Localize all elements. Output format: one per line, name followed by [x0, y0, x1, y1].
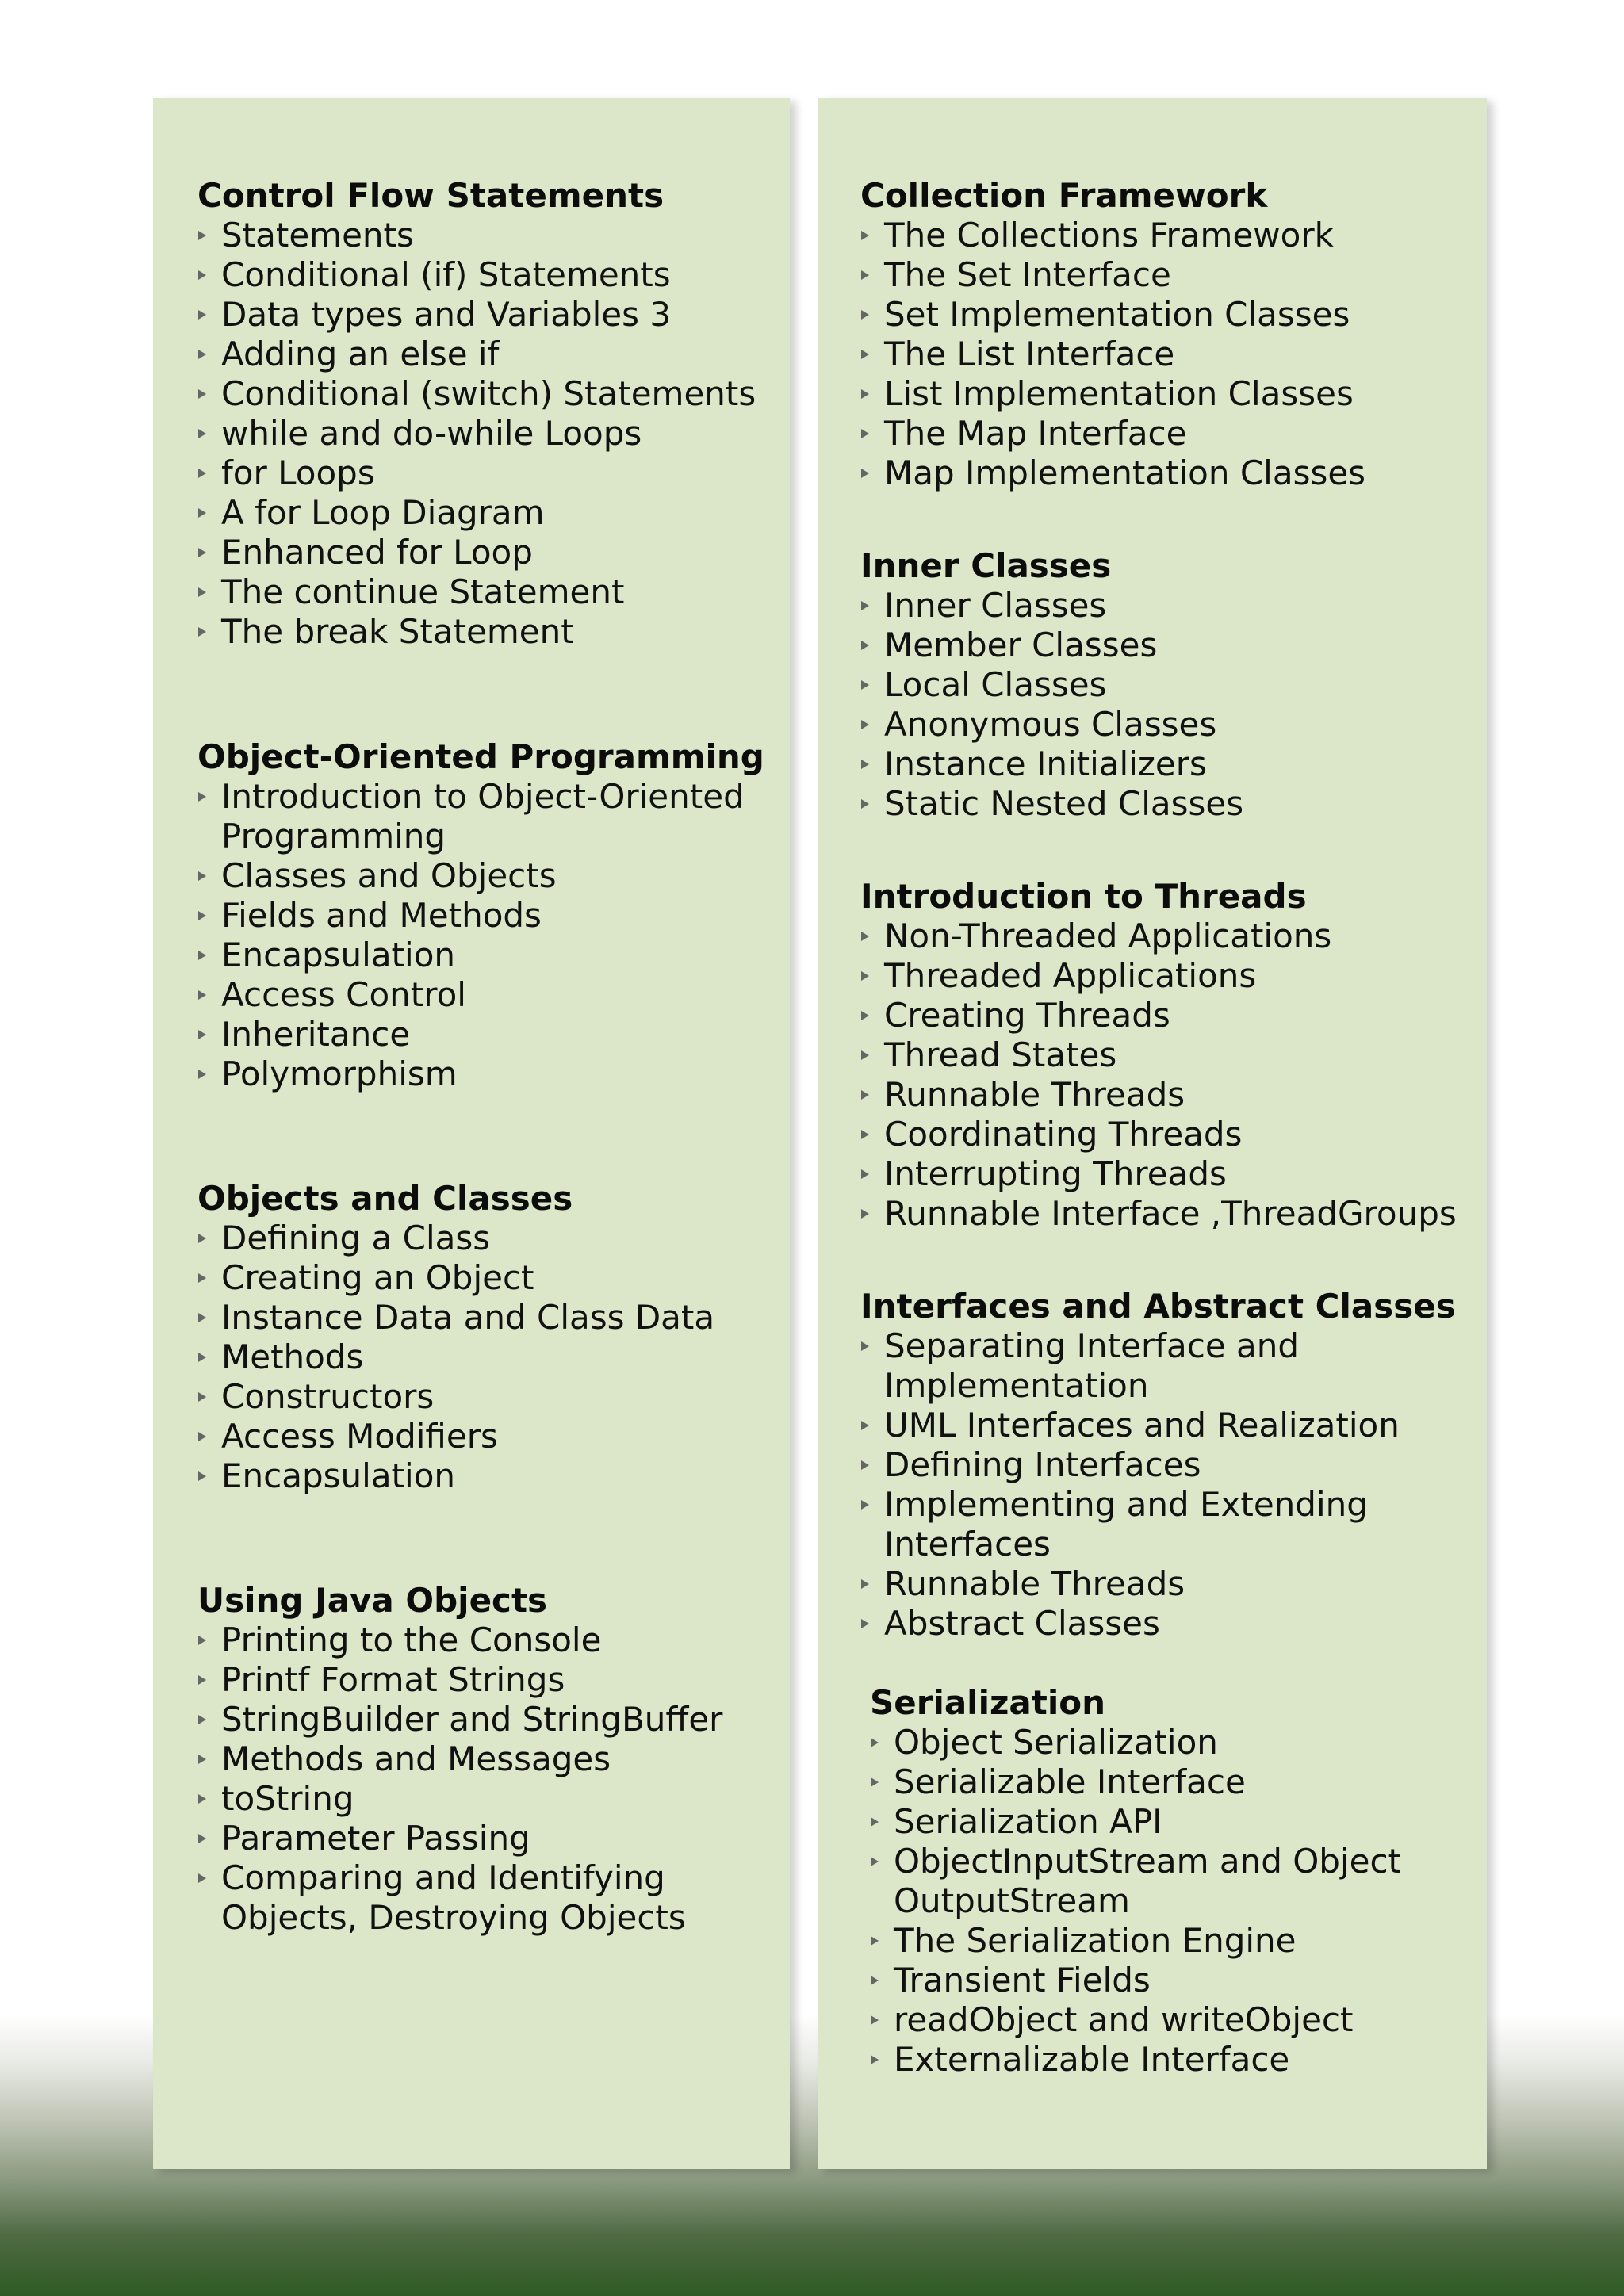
section-inner-classes: [860, 546, 1487, 824]
list-item: Non-Threaded Applications: [860, 916, 1487, 956]
list-item: Transient Fields: [870, 1961, 1487, 2000]
list-item: Methods and Messages: [197, 1739, 790, 1779]
list-item: The Map Interface: [860, 414, 1487, 453]
list-item: Local Classes: [860, 665, 1487, 705]
list-item: Encapsulation: [197, 1456, 790, 1496]
section-serialization: [860, 1683, 1487, 2080]
list-item: Interrupting Threads: [860, 1154, 1487, 1194]
list-item: Conditional (if) Statements: [197, 255, 790, 295]
list-item: Access Modifiers: [197, 1417, 790, 1456]
section-introduction-to-threads: [860, 877, 1487, 1234]
list-item: Abstract Classes: [860, 1604, 1487, 1644]
topic-list: [860, 1326, 1487, 1644]
list-item: Anonymous Classes: [860, 705, 1487, 744]
list-item: Parameter Passing: [197, 1819, 790, 1858]
section-title: Interfaces and Abstract Classes: [860, 1287, 1456, 1326]
list-item: toString: [197, 1779, 790, 1819]
topic-list: [197, 1219, 790, 1496]
section-title: Serialization: [870, 1683, 1105, 1722]
list-item: Instance Data and Class Data: [197, 1298, 790, 1337]
list-item: Static Nested Classes: [860, 784, 1487, 824]
topic-list: [860, 216, 1487, 493]
list-item: while and do-while Loops: [197, 414, 790, 453]
section-objects-and-classes: [197, 1179, 790, 1496]
list-item: Inheritance: [197, 1015, 790, 1054]
list-item: Separating Interface and Implementation: [860, 1326, 1487, 1406]
list-item: Data types and Variables 3: [197, 295, 790, 335]
section-title: Inner Classes: [860, 546, 1112, 585]
section-title: Collection Framework: [860, 176, 1268, 215]
list-item: Defining a Class: [197, 1219, 790, 1258]
topic-list: [870, 1723, 1487, 2080]
list-item: Inner Classes: [860, 586, 1487, 626]
section-collection-framework: [860, 176, 1487, 493]
topic-list: [860, 586, 1487, 824]
section-title: Objects and Classes: [197, 1179, 573, 1218]
list-item: Polymorphism: [197, 1054, 790, 1094]
section-using-java-objects: [197, 1581, 790, 1938]
list-item: Fields and Methods: [197, 896, 790, 936]
section-interfaces-and-abstract-classes: [860, 1287, 1487, 1644]
list-item: Coordinating Threads: [860, 1115, 1487, 1154]
list-item: Conditional (switch) Statements: [197, 374, 790, 414]
section-title: Using Java Objects: [197, 1581, 548, 1620]
list-item: for Loops: [197, 453, 790, 493]
list-item: Map Implementation Classes: [860, 453, 1487, 493]
topic-list: [197, 777, 790, 1094]
list-item: Adding an else if: [197, 335, 790, 374]
list-item: UML Interfaces and Realization: [860, 1406, 1487, 1445]
right-column-panel: [818, 98, 1487, 2169]
list-item: The continue Statement: [197, 572, 790, 612]
left-column-panel: [153, 98, 790, 2169]
list-item: Object Serialization: [870, 1723, 1487, 1762]
list-item: ObjectInputStream and Object OutputStream: [870, 1842, 1487, 1921]
topic-list: [197, 1621, 790, 1938]
list-item: Printf Format Strings: [197, 1660, 790, 1700]
topic-list: [860, 916, 1487, 1234]
list-item: The Set Interface: [860, 255, 1487, 295]
section-title: Introduction to Threads: [860, 877, 1307, 916]
list-item: Set Implementation Classes: [860, 295, 1487, 335]
list-item: Runnable Threads: [860, 1564, 1487, 1604]
list-item: Printing to the Console: [197, 1621, 790, 1660]
list-item: Runnable Threads: [860, 1075, 1487, 1115]
list-item: readObject and writeObject: [870, 2000, 1487, 2040]
list-item: The break Statement: [197, 612, 790, 652]
list-item: Instance Initializers: [860, 744, 1487, 784]
list-item: The Serialization Engine: [870, 1921, 1487, 1961]
list-item: Introduction to Object-Oriented Programming: [197, 777, 790, 856]
list-item: The Collections Framework: [860, 216, 1487, 255]
list-item: The List Interface: [860, 335, 1487, 374]
list-item: Access Control: [197, 975, 790, 1015]
list-item: Encapsulation: [197, 936, 790, 975]
list-item: A for Loop Diagram: [197, 493, 790, 533]
list-item: Statements: [197, 216, 790, 255]
list-item: Threaded Applications: [860, 956, 1487, 996]
list-item: List Implementation Classes: [860, 374, 1487, 414]
list-item: Serializable Interface: [870, 1762, 1487, 1802]
list-item: Serialization API: [870, 1802, 1487, 1842]
list-item: Implementing and Extending Interfaces: [860, 1485, 1487, 1564]
list-item: Methods: [197, 1337, 790, 1377]
list-item: Creating Threads: [860, 996, 1487, 1035]
list-item: Defining Interfaces: [860, 1445, 1487, 1485]
section-control-flow: [197, 176, 790, 652]
list-item: StringBuilder and StringBuffer: [197, 1700, 790, 1739]
list-item: Creating an Object: [197, 1258, 790, 1298]
topic-list: [197, 216, 790, 652]
list-item: Externalizable Interface: [870, 2040, 1487, 2080]
section-title: Control Flow Statements: [197, 176, 665, 215]
list-item: Enhanced for Loop: [197, 533, 790, 572]
list-item: Thread States: [860, 1035, 1487, 1075]
list-item: Member Classes: [860, 626, 1487, 665]
list-item: Comparing and Identifying Objects, Destroying Objects: [197, 1858, 790, 1938]
list-item: Classes and Objects: [197, 856, 790, 896]
list-item: Constructors: [197, 1377, 790, 1417]
list-item: Runnable Interface ,ThreadGroups: [860, 1194, 1487, 1234]
section-object-oriented-programming: [197, 737, 790, 1094]
section-title: Object-Oriented Programming: [197, 737, 764, 776]
